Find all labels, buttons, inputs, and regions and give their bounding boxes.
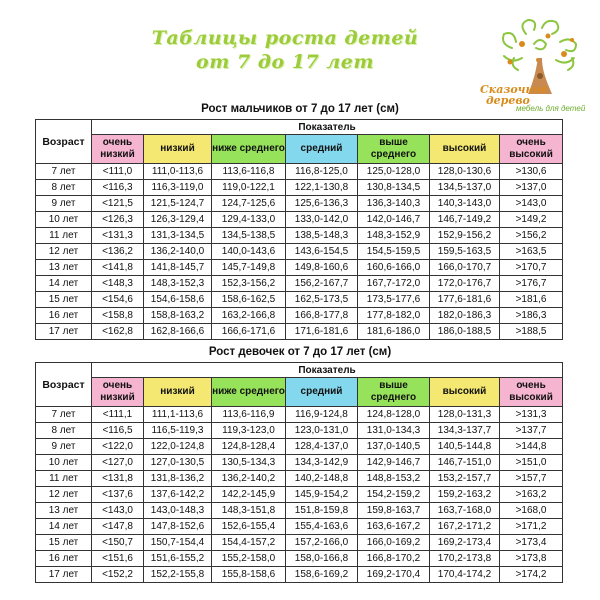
page-title-line2: от 7 до 17 лет bbox=[196, 51, 374, 73]
height-range-cell: 152,6-155,4 bbox=[212, 519, 286, 535]
height-range-cell: 129,4-133,0 bbox=[212, 212, 286, 228]
category-header-row bbox=[36, 135, 563, 164]
height-range-cell: 122,1-130,8 bbox=[286, 180, 358, 196]
age-cell: 17 лет bbox=[36, 324, 92, 340]
height-range-cell: >163,5 bbox=[500, 244, 563, 260]
category-header-very-low: очень низкий bbox=[92, 378, 144, 407]
age-cell: 13 лет bbox=[36, 503, 92, 519]
table-row bbox=[36, 228, 563, 244]
age-cell: 9 лет bbox=[36, 196, 92, 212]
height-range-cell: 177,8-182,0 bbox=[358, 308, 430, 324]
age-cell: 13 лет bbox=[36, 260, 92, 276]
height-range-cell: 152,9-156,2 bbox=[430, 228, 500, 244]
logo-subtitle: мебель для детей bbox=[516, 104, 586, 113]
height-range-cell: 128,0-130,6 bbox=[430, 164, 500, 180]
category-header-very-low: очень низкий bbox=[92, 135, 144, 164]
height-range-cell: <162,8 bbox=[92, 324, 144, 340]
table-row bbox=[36, 439, 563, 455]
height-range-cell: 169,2-173,4 bbox=[430, 535, 500, 551]
boys-table-body bbox=[36, 164, 563, 340]
height-range-cell: >176,7 bbox=[500, 276, 563, 292]
height-range-cell: 155,2-158,0 bbox=[212, 551, 286, 567]
indicator-group-header: Показатель bbox=[92, 363, 563, 378]
height-range-cell: <121,5 bbox=[92, 196, 144, 212]
age-cell: 11 лет bbox=[36, 471, 92, 487]
age-cell: 9 лет bbox=[36, 439, 92, 455]
category-header-low: низкий bbox=[144, 378, 212, 407]
height-range-cell: <116,5 bbox=[92, 423, 144, 439]
height-range-cell: 155,8-158,6 bbox=[212, 567, 286, 583]
height-range-cell: 127,0-130,5 bbox=[144, 455, 212, 471]
height-range-cell: 153,2-157,7 bbox=[430, 471, 500, 487]
category-header-low: низкий bbox=[144, 135, 212, 164]
table-row bbox=[36, 519, 563, 535]
height-range-cell: 157,2-166,0 bbox=[286, 535, 358, 551]
category-header-very-high: очень высокий bbox=[500, 378, 563, 407]
height-range-cell: 170,4-174,2 bbox=[430, 567, 500, 583]
table-row bbox=[36, 551, 563, 567]
height-range-cell: 158,8-163,2 bbox=[144, 308, 212, 324]
height-range-cell: 146,7-149,2 bbox=[430, 212, 500, 228]
height-range-cell: 159,5-163,5 bbox=[430, 244, 500, 260]
height-range-cell: 140,5-144,8 bbox=[430, 439, 500, 455]
height-range-cell: <148,3 bbox=[92, 276, 144, 292]
height-range-cell: 131,8-136,2 bbox=[144, 471, 212, 487]
height-range-cell: <131,3 bbox=[92, 228, 144, 244]
height-range-cell: 142,9-146,7 bbox=[358, 455, 430, 471]
height-range-cell: 156,2-167,7 bbox=[286, 276, 358, 292]
height-range-cell: >170,7 bbox=[500, 260, 563, 276]
height-range-cell: 124,8-128,4 bbox=[212, 439, 286, 455]
height-range-cell: 111,1-113,6 bbox=[144, 407, 212, 423]
height-range-cell: 145,9-154,2 bbox=[286, 487, 358, 503]
height-range-cell: >186,3 bbox=[500, 308, 563, 324]
category-header-avg: средний bbox=[286, 378, 358, 407]
height-range-cell: 186,0-188,5 bbox=[430, 324, 500, 340]
height-range-cell: <154,6 bbox=[92, 292, 144, 308]
height-range-cell: 163,6-167,2 bbox=[358, 519, 430, 535]
height-range-cell: >130,6 bbox=[500, 164, 563, 180]
height-range-cell: 159,8-163,7 bbox=[358, 503, 430, 519]
age-cell: 12 лет bbox=[36, 487, 92, 503]
height-range-cell: 133,0-142,0 bbox=[286, 212, 358, 228]
age-cell: 14 лет bbox=[36, 519, 92, 535]
table-row bbox=[36, 535, 563, 551]
height-range-cell: 119,3-123,0 bbox=[212, 423, 286, 439]
height-range-cell: 177,6-181,6 bbox=[430, 292, 500, 308]
table-row bbox=[36, 471, 563, 487]
page-title bbox=[120, 26, 450, 74]
height-range-cell: 169,2-170,4 bbox=[358, 567, 430, 583]
height-range-cell: 142,0-146,7 bbox=[358, 212, 430, 228]
table-row bbox=[36, 180, 563, 196]
height-range-cell: 121,5-124,7 bbox=[144, 196, 212, 212]
category-header-row bbox=[36, 378, 563, 407]
height-range-cell: 181,6-186,0 bbox=[358, 324, 430, 340]
height-range-cell: 113,6-116,8 bbox=[212, 164, 286, 180]
age-cell: 14 лет bbox=[36, 276, 92, 292]
height-range-cell: 116,9-124,8 bbox=[286, 407, 358, 423]
category-header-avg: средний bbox=[286, 135, 358, 164]
height-range-cell: 158,6-169,2 bbox=[286, 567, 358, 583]
table-row bbox=[36, 260, 563, 276]
height-range-cell: >173,4 bbox=[500, 535, 563, 551]
category-header-above-avg: выше среднего bbox=[358, 378, 430, 407]
height-range-cell: 137,6-142,2 bbox=[144, 487, 212, 503]
height-range-cell: >168,0 bbox=[500, 503, 563, 519]
height-range-cell: 131,0-134,3 bbox=[358, 423, 430, 439]
table-row bbox=[36, 455, 563, 471]
height-range-cell: 130,8-134,5 bbox=[358, 180, 430, 196]
height-range-cell: 151,8-159,8 bbox=[286, 503, 358, 519]
boys-height-table bbox=[35, 119, 563, 340]
height-range-cell: 158,0-166,8 bbox=[286, 551, 358, 567]
category-header-high: высокий bbox=[430, 135, 500, 164]
table-row bbox=[36, 244, 563, 260]
height-range-cell: 131,3-134,5 bbox=[144, 228, 212, 244]
height-range-cell: 148,3-152,9 bbox=[358, 228, 430, 244]
height-range-cell: 140,3-143,0 bbox=[430, 196, 500, 212]
height-range-cell: >171,2 bbox=[500, 519, 563, 535]
logo-title-line1: Сказочное bbox=[480, 83, 548, 96]
table-row bbox=[36, 164, 563, 180]
height-range-cell: <143,0 bbox=[92, 503, 144, 519]
table-row bbox=[36, 423, 563, 439]
table-row bbox=[36, 487, 563, 503]
height-range-cell: 166,8-170,2 bbox=[358, 551, 430, 567]
height-range-cell: 152,3-156,2 bbox=[212, 276, 286, 292]
height-range-cell: <111,1 bbox=[92, 407, 144, 423]
table-row bbox=[36, 308, 563, 324]
height-range-cell: <116,3 bbox=[92, 180, 144, 196]
height-range-cell: 141,8-145,7 bbox=[144, 260, 212, 276]
age-cell: 15 лет bbox=[36, 535, 92, 551]
height-range-cell: 162,5-173,5 bbox=[286, 292, 358, 308]
category-header-above-avg: выше среднего bbox=[358, 135, 430, 164]
height-range-cell: 155,4-163,6 bbox=[286, 519, 358, 535]
height-range-cell: 124,7-125,6 bbox=[212, 196, 286, 212]
age-cell: 15 лет bbox=[36, 292, 92, 308]
height-range-cell: <122,0 bbox=[92, 439, 144, 455]
height-range-cell: 116,8-125,0 bbox=[286, 164, 358, 180]
height-range-cell: 113,6-116,9 bbox=[212, 407, 286, 423]
height-range-cell: 173,5-177,6 bbox=[358, 292, 430, 308]
height-range-cell: 143,6-154,5 bbox=[286, 244, 358, 260]
height-range-cell: 163,2-166,8 bbox=[212, 308, 286, 324]
category-header-below-avg: ниже среднего bbox=[212, 135, 286, 164]
table-row bbox=[36, 276, 563, 292]
height-range-cell: 138,5-148,3 bbox=[286, 228, 358, 244]
height-range-cell: 148,8-153,2 bbox=[358, 471, 430, 487]
height-range-cell: 151,6-155,2 bbox=[144, 551, 212, 567]
height-range-cell: 119,0-122,1 bbox=[212, 180, 286, 196]
height-range-cell: <131,8 bbox=[92, 471, 144, 487]
height-range-cell: 166,8-177,8 bbox=[286, 308, 358, 324]
height-range-cell: 152,2-155,8 bbox=[144, 567, 212, 583]
height-range-cell: 111,0-113,6 bbox=[144, 164, 212, 180]
height-range-cell: >174,2 bbox=[500, 567, 563, 583]
height-range-cell: <147,8 bbox=[92, 519, 144, 535]
table-row bbox=[36, 292, 563, 308]
height-range-cell: 136,2-140,0 bbox=[144, 244, 212, 260]
height-range-cell: 134,3-137,7 bbox=[430, 423, 500, 439]
age-cell: 10 лет bbox=[36, 455, 92, 471]
height-range-cell: 128,4-137,0 bbox=[286, 439, 358, 455]
table-row bbox=[36, 407, 563, 423]
logo-title-line2: дерево bbox=[486, 94, 530, 107]
height-range-cell: 142,2-145,9 bbox=[212, 487, 286, 503]
height-range-cell: >149,2 bbox=[500, 212, 563, 228]
height-range-cell: 137,0-140,5 bbox=[358, 439, 430, 455]
height-range-cell: 116,3-119,0 bbox=[144, 180, 212, 196]
height-range-cell: 125,0-128,0 bbox=[358, 164, 430, 180]
height-range-cell: 154,2-159,2 bbox=[358, 487, 430, 503]
height-range-cell: >188,5 bbox=[500, 324, 563, 340]
height-range-cell: 154,4-157,2 bbox=[212, 535, 286, 551]
height-range-cell: 140,0-143,6 bbox=[212, 244, 286, 260]
height-range-cell: 126,3-129,4 bbox=[144, 212, 212, 228]
height-range-cell: 145,7-149,8 bbox=[212, 260, 286, 276]
age-cell: 16 лет bbox=[36, 551, 92, 567]
height-range-cell: 124,8-128,0 bbox=[358, 407, 430, 423]
height-range-cell: 146,7-151,0 bbox=[430, 455, 500, 471]
age-cell: 8 лет bbox=[36, 180, 92, 196]
height-range-cell: >143,0 bbox=[500, 196, 563, 212]
height-range-cell: 136,2-140,2 bbox=[212, 471, 286, 487]
table-row bbox=[36, 212, 563, 228]
category-header-high: высокий bbox=[430, 378, 500, 407]
height-range-cell: 166,6-171,6 bbox=[212, 324, 286, 340]
height-range-cell: 163,7-168,0 bbox=[430, 503, 500, 519]
height-range-cell: <158,8 bbox=[92, 308, 144, 324]
height-range-cell: 182,0-186,3 bbox=[430, 308, 500, 324]
age-column-header: Возраст bbox=[36, 120, 92, 164]
table-row bbox=[36, 196, 563, 212]
height-range-cell: <111,0 bbox=[92, 164, 144, 180]
height-range-cell: <127,0 bbox=[92, 455, 144, 471]
height-range-cell: >163,2 bbox=[500, 487, 563, 503]
height-range-cell: 171,6-181,6 bbox=[286, 324, 358, 340]
height-range-cell: <141,8 bbox=[92, 260, 144, 276]
height-range-cell: >156,2 bbox=[500, 228, 563, 244]
height-range-cell: 159,2-163,2 bbox=[430, 487, 500, 503]
height-range-cell: >131,3 bbox=[500, 407, 563, 423]
height-range-cell: 143,0-148,3 bbox=[144, 503, 212, 519]
age-cell: 16 лет bbox=[36, 308, 92, 324]
height-range-cell: 147,8-152,6 bbox=[144, 519, 212, 535]
age-cell: 8 лет bbox=[36, 423, 92, 439]
height-range-cell: <136,2 bbox=[92, 244, 144, 260]
height-range-cell: 134,5-138,5 bbox=[212, 228, 286, 244]
height-range-cell: <126,3 bbox=[92, 212, 144, 228]
height-range-cell: 172,0-176,7 bbox=[430, 276, 500, 292]
height-range-cell: 116,5-119,3 bbox=[144, 423, 212, 439]
height-range-cell: 134,3-142,9 bbox=[286, 455, 358, 471]
height-range-cell: 128,0-131,3 bbox=[430, 407, 500, 423]
height-range-cell: 149,8-160,6 bbox=[286, 260, 358, 276]
age-cell: 7 лет bbox=[36, 407, 92, 423]
height-range-cell: 166,0-170,7 bbox=[430, 260, 500, 276]
height-range-cell: 140,2-148,8 bbox=[286, 471, 358, 487]
age-cell: 10 лет bbox=[36, 212, 92, 228]
indicator-group-header: Показатель bbox=[92, 120, 563, 135]
height-range-cell: 130,5-134,3 bbox=[212, 455, 286, 471]
height-range-cell: <152,2 bbox=[92, 567, 144, 583]
height-range-cell: 136,3-140,3 bbox=[358, 196, 430, 212]
height-range-cell: 162,8-166,6 bbox=[144, 324, 212, 340]
height-range-cell: 150,7-154,4 bbox=[144, 535, 212, 551]
height-range-cell: 154,5-159,5 bbox=[358, 244, 430, 260]
category-header-below-avg: ниже среднего bbox=[212, 378, 286, 407]
height-range-cell: 122,0-124,8 bbox=[144, 439, 212, 455]
table-row bbox=[36, 324, 563, 340]
height-range-cell: <150,7 bbox=[92, 535, 144, 551]
height-range-cell: 154,6-158,6 bbox=[144, 292, 212, 308]
age-cell: 17 лет bbox=[36, 567, 92, 583]
height-range-cell: 158,6-162,5 bbox=[212, 292, 286, 308]
age-column-header: Возраст bbox=[36, 363, 92, 407]
height-range-cell: 167,2-171,2 bbox=[430, 519, 500, 535]
age-cell: 7 лет bbox=[36, 164, 92, 180]
height-range-cell: 170,2-173,8 bbox=[430, 551, 500, 567]
height-range-cell: >173,8 bbox=[500, 551, 563, 567]
height-range-cell: 160,6-166,0 bbox=[358, 260, 430, 276]
height-range-cell: >137,7 bbox=[500, 423, 563, 439]
height-range-cell: >144,8 bbox=[500, 439, 563, 455]
girls-height-table bbox=[35, 362, 563, 583]
height-range-cell: 167,7-172,0 bbox=[358, 276, 430, 292]
boys-table-title: Рост мальчиков от 7 до 17 лет (см) bbox=[201, 103, 399, 115]
page-title-line1: Таблицы роста детей bbox=[151, 27, 419, 49]
age-cell: 11 лет bbox=[36, 228, 92, 244]
height-range-cell: >137,0 bbox=[500, 180, 563, 196]
girls-table-title: Рост девочек от 7 до 17 лет (см) bbox=[208, 346, 392, 358]
height-range-cell: 148,3-151,8 bbox=[212, 503, 286, 519]
category-header-very-high: очень высокий bbox=[500, 135, 563, 164]
height-range-cell: 166,0-169,2 bbox=[358, 535, 430, 551]
girls-table-body bbox=[36, 407, 563, 583]
height-range-cell: >181,6 bbox=[500, 292, 563, 308]
table-row bbox=[36, 567, 563, 583]
height-range-cell: >157,7 bbox=[500, 471, 563, 487]
table-row bbox=[36, 503, 563, 519]
height-range-cell: 123,0-131,0 bbox=[286, 423, 358, 439]
height-range-cell: 125,6-136,3 bbox=[286, 196, 358, 212]
age-cell: 12 лет bbox=[36, 244, 92, 260]
height-range-cell: >151,0 bbox=[500, 455, 563, 471]
height-range-cell: 134,5-137,0 bbox=[430, 180, 500, 196]
height-range-cell: <137,6 bbox=[92, 487, 144, 503]
height-range-cell: <151,6 bbox=[92, 551, 144, 567]
height-range-cell: 148,3-152,3 bbox=[144, 276, 212, 292]
